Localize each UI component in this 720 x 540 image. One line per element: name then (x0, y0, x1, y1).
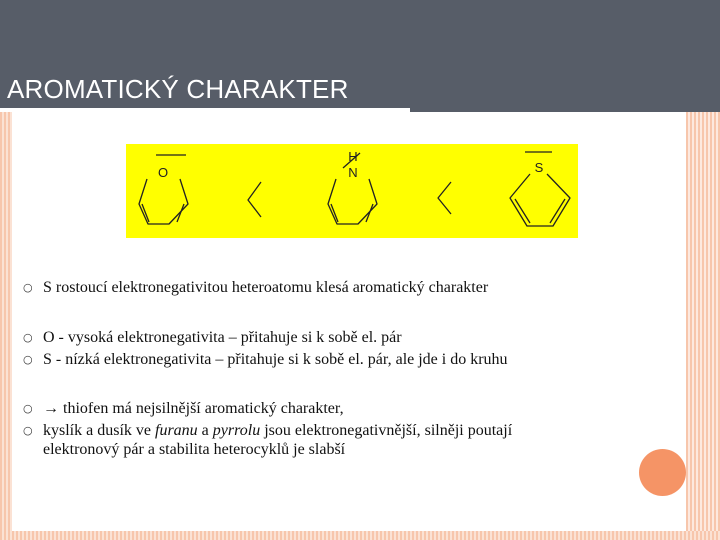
circle-bullet-icon: ○ (23, 353, 33, 366)
bullet-item-1 (23, 278, 488, 298)
heterocycles-figure (126, 144, 578, 238)
heterocycles-drawing (126, 144, 578, 238)
bullet-text: S - nízká elektronegativita – přitahuje si k sobě el. pár, ale jde i do kruhu (43, 351, 508, 368)
bullet-item-5 (23, 421, 512, 459)
furan-term: furanu (155, 422, 198, 439)
less-than-symbol-2 (438, 182, 451, 214)
pyrrol-ring (328, 179, 377, 224)
less-than-symbol-1 (248, 182, 261, 217)
pyrrol-heteroatom-label: N (348, 165, 358, 180)
furan-heteroatom-label: O (157, 165, 169, 180)
furan-double-bond-2 (177, 204, 184, 222)
bullet-item-2 (23, 328, 402, 348)
decorative-circle (639, 449, 686, 496)
bullet-item-3 (23, 350, 508, 370)
circle-bullet-icon: ○ (23, 402, 33, 415)
bullet-text: kyslík a dusík ve furanu a pyrrolu jsou elektronegativnější, silněji poutají elektronový pár a stabilita heterocyklů je slabší (43, 422, 513, 458)
circle-bullet-icon: ○ (23, 281, 33, 294)
furan-ring (139, 179, 188, 224)
thiofen-ring (510, 174, 570, 226)
pyrrol-term: pyrrolu (212, 422, 261, 439)
circle-bullet-icon: ○ (23, 424, 33, 437)
bullet-item-4 (23, 399, 344, 419)
pyrrol-h-label: H (348, 149, 358, 164)
right-decorative-stripe (686, 112, 720, 540)
circle-bullet-icon: ○ (23, 331, 33, 344)
bottom-decorative-bar (0, 531, 720, 540)
thiofen-heteroatom-label: S (534, 160, 544, 175)
left-decorative-stripe (0, 112, 12, 540)
bullet-text: O - vysoká elektronegativita – přitahuje si k sobě el. pár (43, 329, 402, 346)
title-underline (0, 108, 410, 112)
pyrrol-double-bond-2 (366, 204, 373, 222)
bullet-text: S rostoucí elektronegativitou heteroatomu klesá aromatický charakter (43, 279, 489, 296)
slide-title: AROMATICKÝ CHARAKTER (7, 74, 349, 104)
bullet-text: → thiofen má nejsilnější aromatický charakter, (43, 400, 344, 417)
